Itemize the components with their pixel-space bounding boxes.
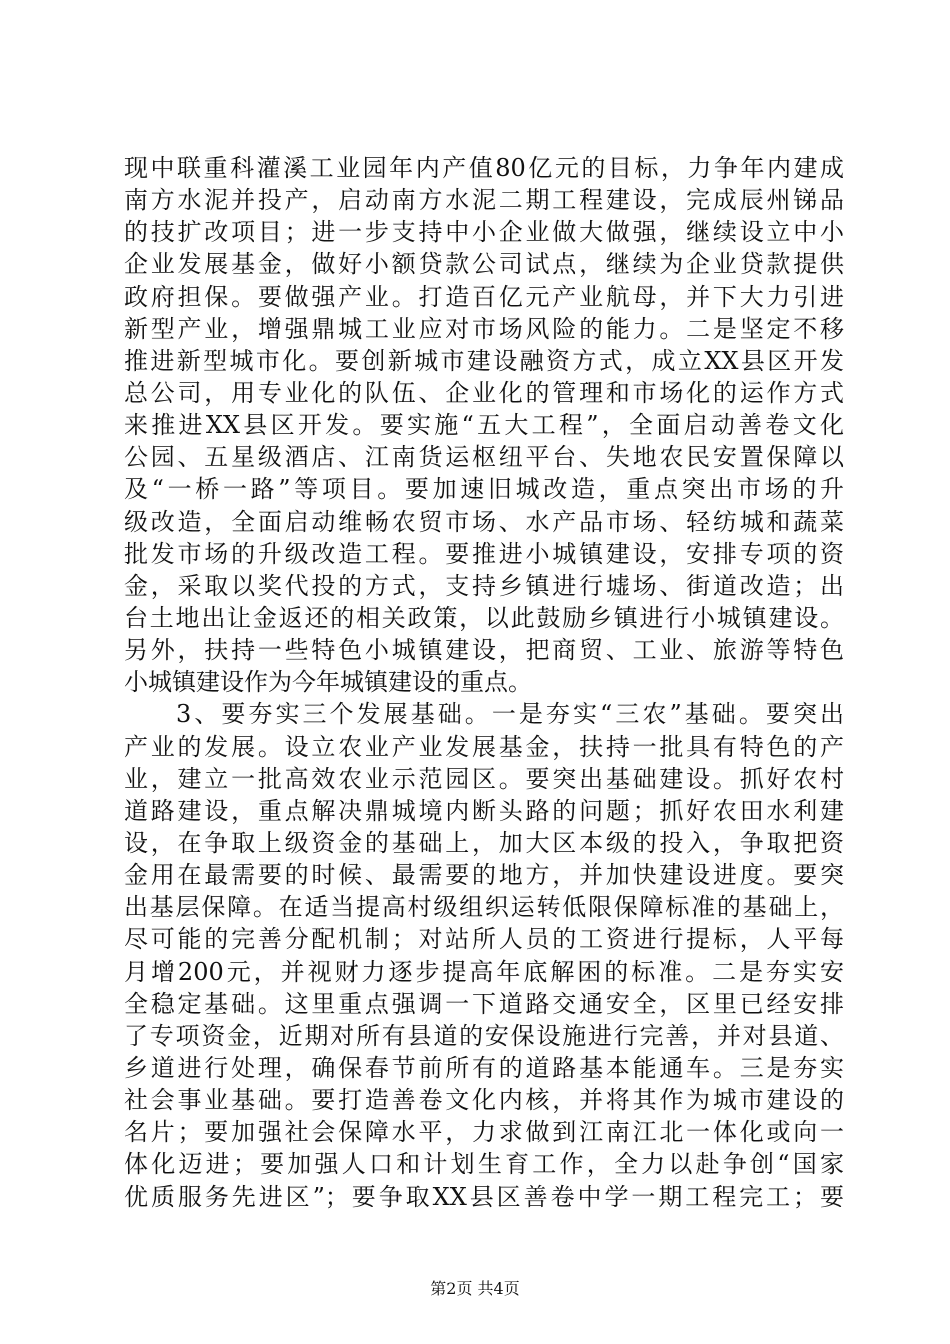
text-line: 现中联重科灌溪工业园年内产值80亿元的目标，力争年内建成 bbox=[124, 154, 844, 182]
text-line: 另外，扶持一些特色小城镇建设，把商贸、工业、旅游等特色 bbox=[124, 636, 844, 665]
text-line: 业，建立一批高效农业示范园区。要突出基础建设。抓好农村 bbox=[124, 764, 844, 793]
text-line: 全稳定基础。这里重点强调一下道路交通安全，区里已经安排 bbox=[124, 989, 844, 1018]
text-line: 产业的发展。设立农业产业发展基金，扶持一批具有特色的产 bbox=[124, 732, 844, 761]
text-line: 企业发展基金，做好小额贷款公司试点，继续为企业贷款提供 bbox=[124, 250, 844, 279]
text-line: 道路建设，重点解决鼎城境内断头路的问题；抓好农田水利建 bbox=[124, 796, 844, 825]
body-text bbox=[124, 152, 844, 1213]
text-line: 设，在争取上级资金的基础上，加大区本级的投入，争取把资 bbox=[124, 828, 844, 857]
text-line: 推进新型城市化。要创新城市建设融资方式，成立XX县区开发 bbox=[124, 346, 844, 375]
text-line: 社会事业基础。要打造善卷文化内核，并将其作为城市建设的 bbox=[124, 1086, 844, 1115]
text-line: 金，采取以奖代投的方式，支持乡镇进行墟场、街道改造；出 bbox=[124, 571, 844, 600]
text-line: 乡道进行处理，确保春节前所有的道路基本能通车。三是夯实 bbox=[124, 1053, 844, 1082]
text-line: 台土地出让金返还的相关政策，以此鼓励乡镇进行小城镇建设。 bbox=[124, 603, 844, 632]
text-line: 级改造，全面启动维畅农贸市场、水产品市场、轻纺城和蔬菜 bbox=[124, 507, 844, 536]
text-line: 南方水泥并投产，启动南方水泥二期工程建设，完成辰州锑品 bbox=[124, 186, 844, 215]
text-line: 月增200元，并视财力逐步提高年底解困的标准。二是夯实安 bbox=[124, 957, 844, 986]
text-line: 出基层保障。在适当提高村级组织运转低限保障标准的基础上， bbox=[124, 893, 844, 922]
text-line: 名片；要加强社会保障水平，力求做到江南江北一体化或向一 bbox=[124, 1118, 844, 1147]
text-line: 政府担保。要做强产业。打造百亿元产业航母，并下大力引进 bbox=[124, 282, 844, 311]
text-line: 新型产业，增强鼎城工业应对市场风险的能力。二是坚定不移 bbox=[124, 314, 844, 343]
page-number-footer: 第2页 共4页 bbox=[430, 1279, 520, 1298]
paragraph-start-line: 3、要夯实三个发展基础。一是夯实“三农”基础。要突出 bbox=[176, 700, 844, 729]
text-line: 体化迈进；要加强人口和计划生育工作，全力以赴争创“国家 bbox=[124, 1150, 844, 1179]
text-line: 总公司，用专业化的队伍、企业化的管理和市场化的运作方式 bbox=[124, 378, 844, 407]
text-line: 来推进XX县区开发。要实施“五大工程”，全面启动善卷文化 bbox=[124, 411, 844, 440]
text-line: 了专项资金，近期对所有县道的安保设施进行完善，并对县道、 bbox=[124, 1021, 844, 1050]
text-line: 金用在最需要的时候、最需要的地方，并加快建设进度。要突 bbox=[124, 861, 844, 890]
text-line: 批发市场的升级改造工程。要推进小城镇建设，安排专项的资 bbox=[124, 539, 844, 568]
text-line: 优质服务先进区”；要争取XX县区善卷中学一期工程完工；要 bbox=[124, 1182, 844, 1211]
paragraph-end-line: 小城镇建设作为今年城镇建设的重点。 bbox=[124, 668, 532, 697]
text-line: 公园、五星级酒店、江南货运枢纽平台、失地农民安置保障以 bbox=[124, 443, 844, 472]
text-line: 的技扩改项目；进一步支持中小企业做大做强，继续设立中小 bbox=[124, 218, 844, 247]
text-line: 尽可能的完善分配机制；对站所人员的工资进行提标，人平每 bbox=[124, 925, 844, 954]
text-line: 及“一桥一路”等项目。要加速旧城改造，重点突出市场的升 bbox=[124, 475, 844, 504]
